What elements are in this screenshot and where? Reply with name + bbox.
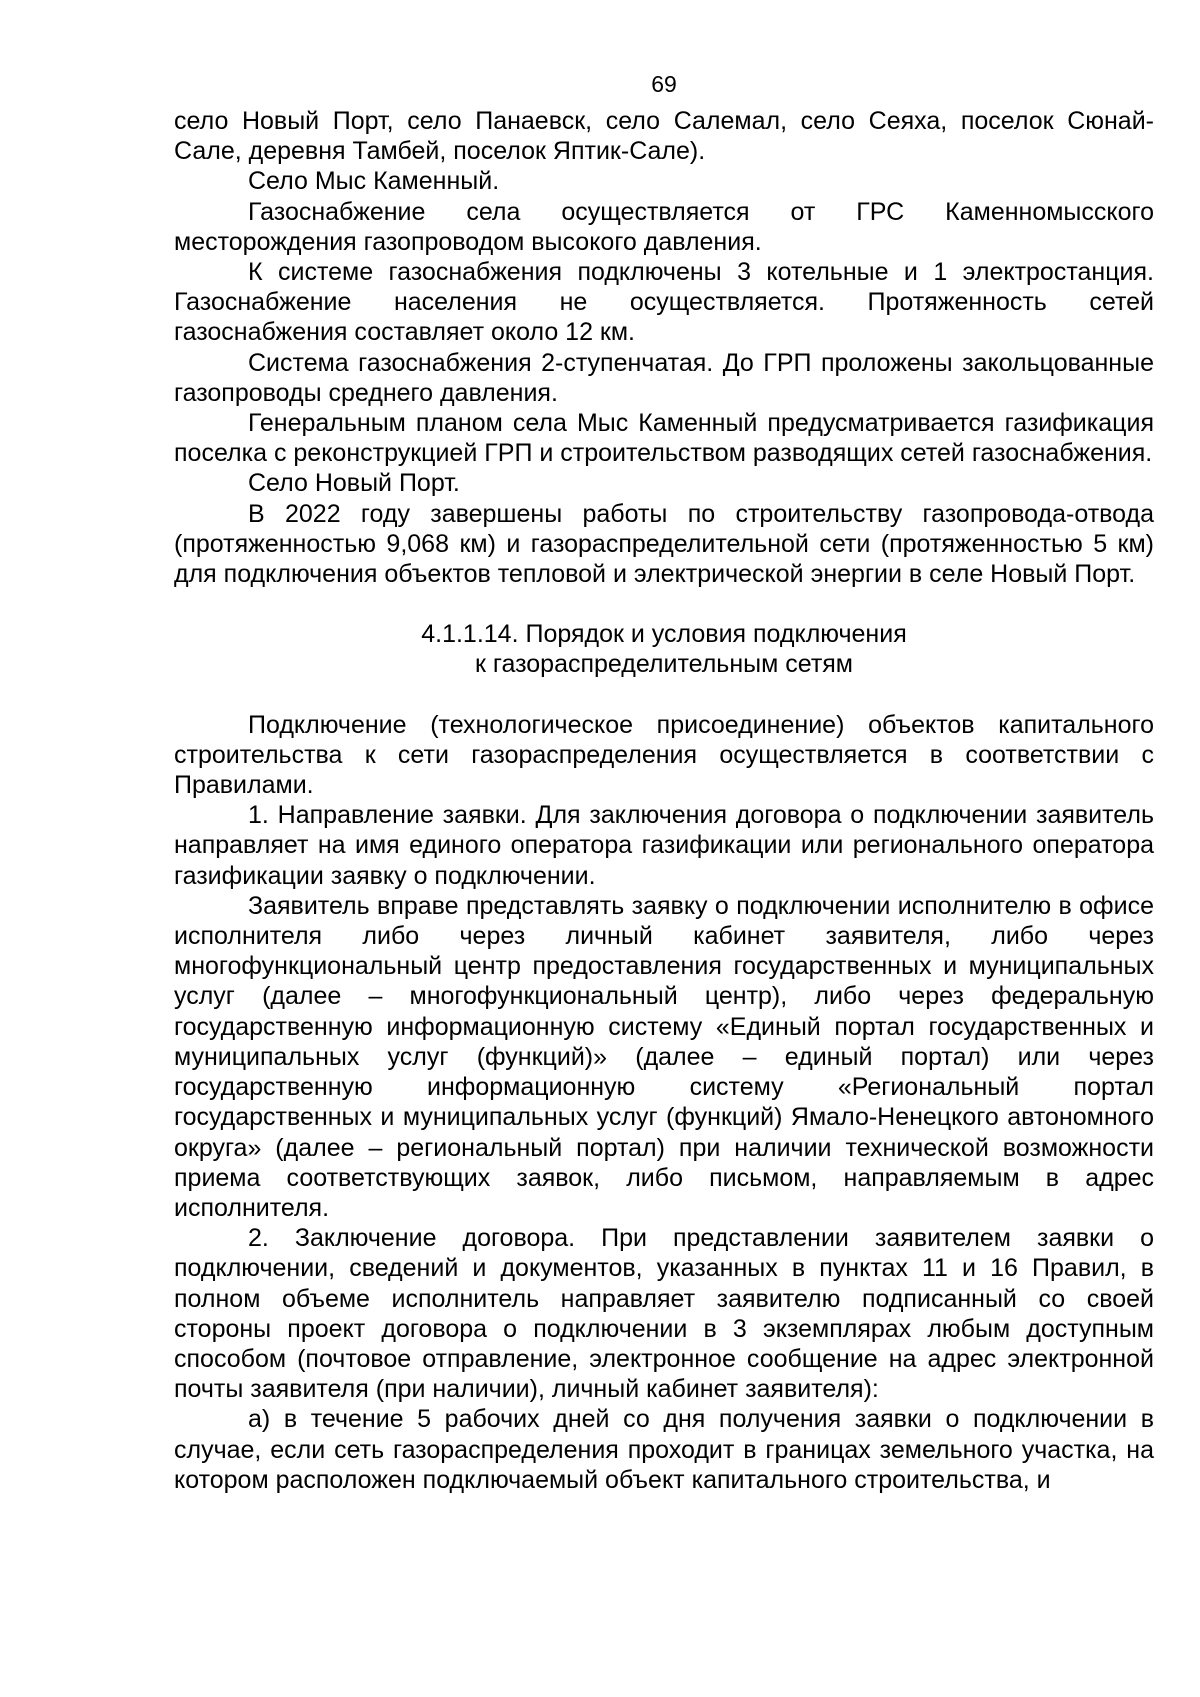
paragraph: 1. Направление заявки. Для заключения договора о подключении заявитель направляет на имя единого оператора газификации или регионального оператора газификации заявку о подключении. — [174, 801, 1154, 890]
paragraph: К системе газоснабжения подключены 3 котельные и 1 электростанция. Газоснабжение населения не осуществляется. Протяженность сетей газоснабжения составляет около 12 км. — [174, 258, 1154, 347]
section-heading — [174, 619, 1154, 679]
section-heading-line-1: 4.1.1.14. Порядок и условия подключения — [421, 620, 907, 649]
document-page — [174, 70, 1154, 1495]
paragraph: 2. Заключение договора. При представлении заявителем заявки о подключении, сведений и документов, указанных в пунктах 11 и 16 Правил, в полном объеме исполнитель направляет заявителю подписанный со своей стороны проект договора о подключении в 3 экземплярах любым доступным способом (почтовое отправление, электронное сообщение на адрес электронной почты заявителя (при наличии), личный кабинет заявителя): — [174, 1224, 1154, 1404]
paragraph: Система газоснабжения 2-ступенчатая. До ГРП проложены закольцованные газопроводы среднего давления. — [174, 348, 1154, 407]
paragraph: а) в течение 5 рабочих дней со дня получения заявки о подключении в случае, если сеть газораспределения проходит в границах земельного участка, на котором расположен подключаемый объект капитального строительства, и — [174, 1405, 1154, 1494]
paragraph: В 2022 году завершены работы по строительству газопровода-отвода (протяженностью 9,068 км) и газораспределительной сети (протяженностью 5 км) для подключения объектов тепловой и электрической энергии в селе Новый Порт. — [174, 499, 1154, 589]
paragraph: село Новый Порт, село Панаевск, село Салемал, село Сеяха, поселок Сюнай-Сале, деревня Тамбей, поселок Яптик-Сале). — [174, 107, 1154, 166]
body-top — [174, 106, 1154, 589]
paragraph: Село Мыс Каменный. — [248, 167, 500, 196]
paragraph: Генеральным планом села Мыс Каменный предусматривается газификация поселка с реконструкцией ГРП и строительством разводящих сетей газоснабжения. — [174, 409, 1154, 468]
page-number: 69 — [651, 71, 677, 97]
body-bottom — [174, 710, 1154, 1495]
paragraph: Село Новый Порт. — [248, 469, 460, 498]
paragraph: Газоснабжение села осуществляется от ГРС Каменномысского месторождения газопроводом высокого давления. — [174, 197, 1154, 256]
paragraph: Подключение (технологическое присоединение) объектов капитального строительства к сети газораспределения осуществляется в соответствии с Правилами. — [174, 710, 1154, 800]
paragraph: Заявитель вправе представлять заявку о подключении исполнителю в офисе исполнителя либо через личный кабинет заявителя, либо через многофункциональный центр предоставления государственных и муниципальных услуг (далее – многофункциональный центр), либо через федеральную государственную информационную систему «Единый портал государственных и муниципальных услуг (функций)» (далее – единый портал) или через государственную информационную систему «Региональный портал государственных и муниципальных услуг (функций) Ямало-Ненецкого автономного округа» (далее – региональный портал) при наличии технической возможности приема соответствующих заявок, либо письмом, направляемым в адрес исполнителя. — [174, 891, 1154, 1222]
section-heading-line-2: к газораспределительным сетям — [475, 650, 853, 679]
